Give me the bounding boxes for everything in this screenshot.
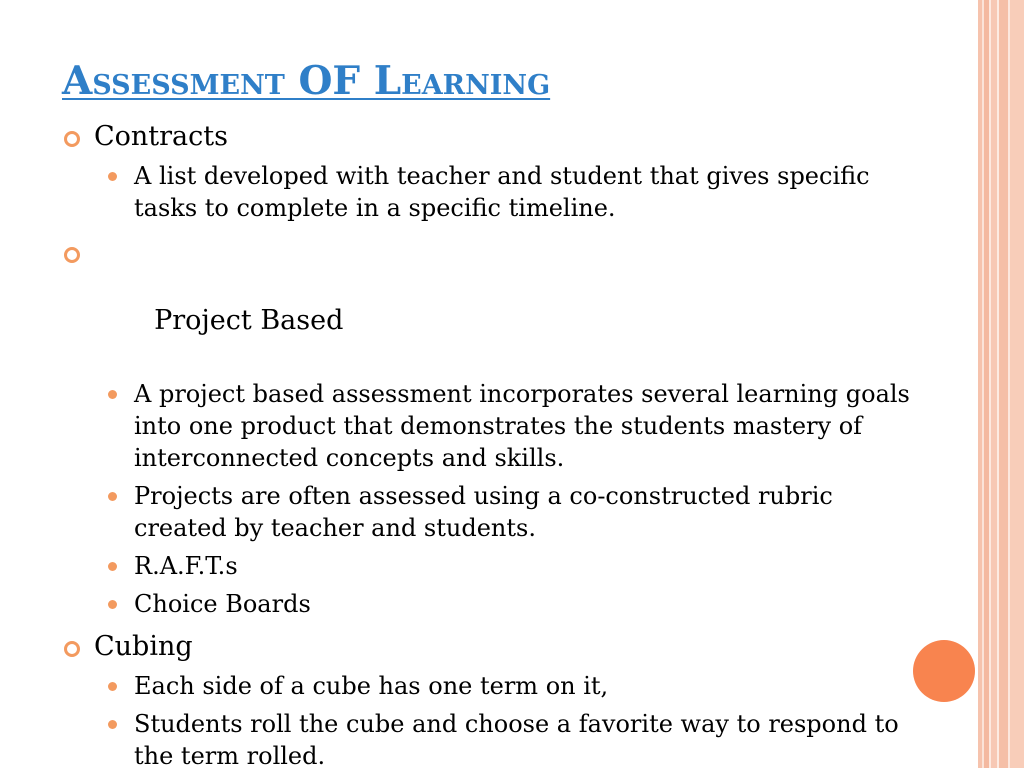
dot-bullet-icon (108, 390, 117, 399)
sub-bullet-text: A project based assessment incorporates several learning goals into one product that demonstrates the students mastery of interconnected concepts and skills. (134, 380, 910, 472)
decorative-stripe (1010, 0, 1024, 768)
sub-bullet-text: Projects are often assessed using a co-constructed rubric created by teacher and students. (134, 482, 833, 542)
sub-bullet-text: A list developed with teacher and student that gives specific tasks to complete in a specific timeline. (134, 162, 870, 222)
sub-bullet-text: Students roll the cube and choose a favorite way to respond to the term rolled. (134, 710, 899, 768)
dot-bullet-icon (108, 492, 117, 501)
sub-bullet-item (62, 160, 922, 224)
dot-bullet-icon (108, 720, 117, 729)
bullet-item-contracts (62, 120, 922, 154)
dot-bullet-icon (108, 682, 117, 691)
sub-bullet-item (62, 708, 922, 768)
ring-bullet-icon (64, 131, 80, 147)
bullet-item-cubing (62, 630, 922, 664)
sub-bullet-item (62, 378, 922, 474)
decorative-stripe (999, 0, 1008, 768)
ring-bullet-icon (64, 247, 80, 263)
bullet-item-project-based (62, 236, 922, 372)
sub-bullet-item (62, 480, 922, 544)
decorative-circle (913, 640, 975, 702)
slide-title: Assessment OF Learning (62, 58, 551, 104)
dot-bullet-icon (108, 562, 117, 571)
sub-bullet-item (62, 588, 922, 620)
bullet-label: Contracts (94, 121, 228, 152)
dot-bullet-icon (108, 600, 117, 609)
ring-bullet-icon (64, 641, 80, 657)
bullet-label: Cubing (94, 631, 193, 662)
bullet-list (62, 114, 922, 768)
sub-bullet-item (62, 670, 922, 702)
sub-bullet-item (62, 550, 922, 582)
sub-bullet-text: Each side of a cube has one term on it, (134, 672, 609, 700)
sub-bullet-text: Choice Boards (134, 590, 311, 618)
bullet-label: Project Based (145, 305, 344, 336)
sub-bullet-text: R.A.F.T.s (134, 552, 238, 580)
dot-bullet-icon (108, 172, 117, 181)
